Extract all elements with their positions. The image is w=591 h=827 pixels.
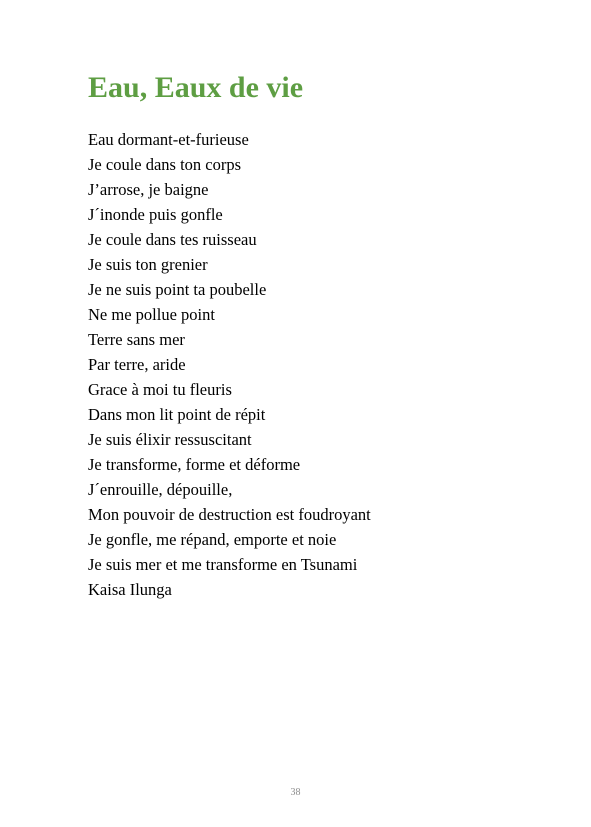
poem-line: Dans mon lit point de répit bbox=[88, 405, 266, 424]
poem-body bbox=[88, 127, 371, 602]
poem-line: Je suis élixir ressuscitant bbox=[88, 430, 252, 449]
poem-line: Je suis ton grenier bbox=[88, 255, 208, 274]
poem-line: Je suis mer et me transforme en Tsunami bbox=[88, 555, 358, 574]
poem-author: Kaisa Ilunga bbox=[88, 580, 172, 599]
poem-line: Terre sans mer bbox=[88, 330, 185, 349]
page-number: 38 bbox=[290, 787, 301, 798]
poem-line: J´enrouille, dépouille, bbox=[88, 480, 233, 499]
poem-line: Par terre, aride bbox=[88, 355, 186, 374]
poem-line: J´inonde puis gonfle bbox=[88, 205, 223, 224]
poem-line: Je gonfle, me répand, emporte et noie bbox=[88, 530, 337, 549]
poem-line: Mon pouvoir de destruction est foudroyant bbox=[88, 505, 371, 524]
poem-line: J’arrose, je baigne bbox=[88, 180, 209, 199]
poem-line: Je transforme, forme et déforme bbox=[88, 455, 301, 474]
poem-line: Je coule dans ton corps bbox=[88, 155, 242, 174]
poem-line: Je coule dans tes ruisseau bbox=[88, 230, 257, 249]
poem-line: Eau dormant-et-furieuse bbox=[88, 130, 249, 149]
poem-line: Ne me pollue point bbox=[88, 305, 215, 324]
poem-line: Grace à moi tu fleuris bbox=[88, 380, 232, 399]
poem-title: Eau, Eaux de vie bbox=[88, 71, 304, 104]
poem-line: Je ne suis point ta poubelle bbox=[88, 280, 267, 299]
